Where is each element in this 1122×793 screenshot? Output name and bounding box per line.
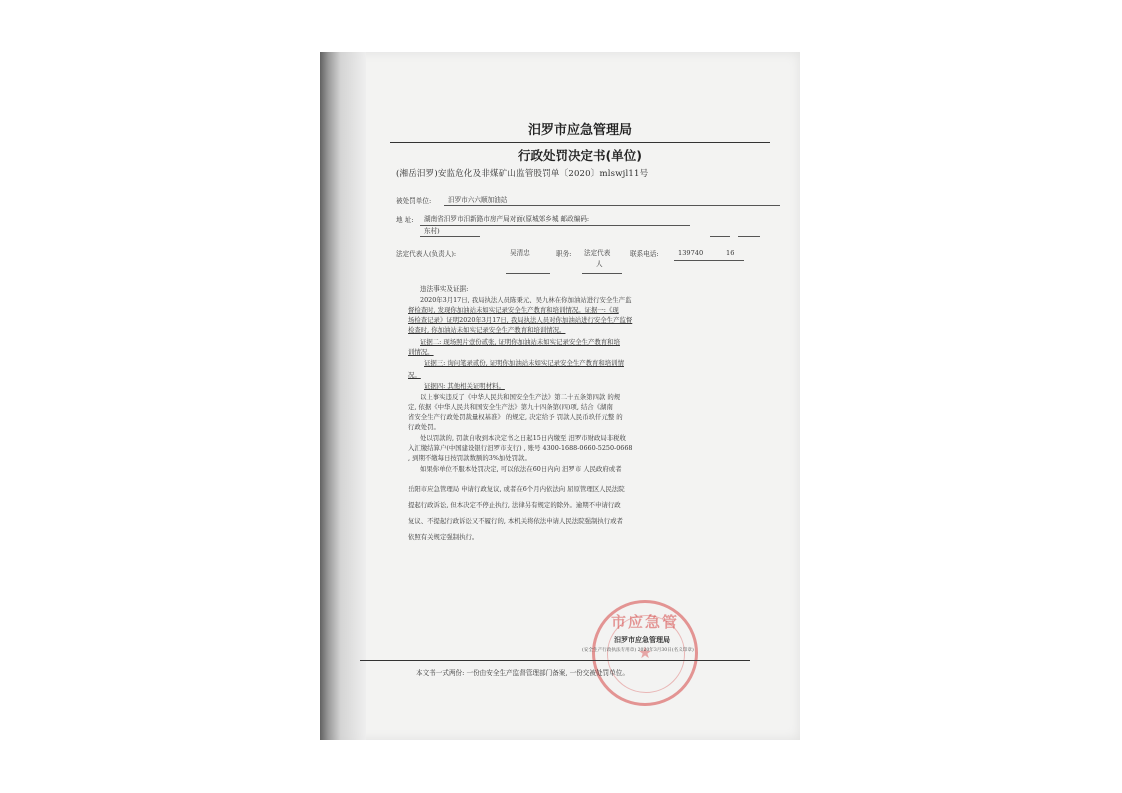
footer-rule — [360, 660, 750, 661]
body-line: , 到期不缴每日按罚款数额的3%加处罚款。 — [408, 454, 531, 462]
body-line: 提起行政诉讼, 但本决定不停止执行, 法律另有规定的除外。逾期不申请行政 — [408, 501, 621, 509]
party-name-underline — [444, 205, 780, 206]
body-line: 岳阳市应急管理局 申请行政复议, 或者在6个月内依法向 屈原管理区人民法院 — [408, 485, 625, 493]
document-page — [360, 52, 800, 740]
phone-value: 139740 — [678, 249, 704, 257]
issuer-heading: 汨罗市应急管理局 — [527, 123, 632, 138]
body-line: 训情况。 — [408, 348, 434, 356]
address-value: 湖南省汨罗市汨新路市房产局对面(原城郊乡城 邮政编码: — [424, 215, 590, 223]
header-rule — [390, 142, 770, 143]
body-line: 证据三: 询问笔录贰份, 证明你加油站未如实记录安全生产教育和培训情 — [424, 359, 624, 367]
party-name-label: 被处罚单位: — [396, 197, 432, 205]
phone-label: 联系电话: — [630, 250, 659, 258]
phone-value-tail: 16 — [726, 249, 735, 257]
issuer-signature: 汨罗市应急管理局 — [614, 635, 670, 644]
seal-text: 市应急管 — [610, 613, 679, 631]
body-line: 行政处罚。 — [408, 423, 440, 431]
body-line: 省安全生产行政处罚裁量权基准》 的规定, 决定给予 罚款人民币玖仟元整 的 — [408, 413, 623, 421]
body-line: 场检查记录》证明2020年3月17日, 我局执法人员对你加油站进行安全生产监督 — [408, 316, 633, 324]
rep-value: 吴清忠 — [510, 249, 530, 257]
address-label: 地 址: — [396, 216, 414, 224]
position-underline — [582, 273, 622, 274]
body-line: 督检查时, 发现你加油站未如实记录安全生产教育和培训情况。证据一:《现 — [408, 306, 619, 314]
document-number: (湘岳汨罗)安监危化及非煤矿山监管股罚单〔2020〕mlswjl11号 — [396, 169, 649, 179]
rep-label: 法定代表人(负责人): — [396, 250, 457, 258]
party-name-value: 汨罗市六六顺加油站 — [448, 196, 508, 204]
address-underline-2 — [420, 236, 480, 237]
body-line: 处以罚款的, 罚款自收到本决定书之日起15日内缴至 汨罗市财政局非税收 — [420, 434, 626, 442]
seal-note: (安全生产行政执法专用章) 2020年3月30日(名义印章) — [582, 648, 694, 653]
body-line: 2020年3月17日, 我局执法人员陈秉元、吴九林在你加油站进行安全生产监 — [420, 296, 632, 304]
address-value-2: 东村) — [424, 227, 440, 235]
document-title: 行政处罚决定书(单位) — [518, 148, 642, 163]
body-line: 复议、不提起行政诉讼又不履行的, 本机关将依法申请人民法院强制执行或者 — [408, 517, 623, 525]
postcode-underline-a — [710, 236, 730, 237]
body-line: 证据四: 其他相关证明材料。 — [424, 382, 505, 390]
body-line: 入汇缴结算户(中国建设银行汨罗市支行) , 账号 4300-1688-0660-5250-0668 — [408, 444, 633, 452]
body-line: 定, 依据《中华人民共和国安全生产法》第九十四条第(四)项, 结合《湖南 — [408, 403, 613, 411]
position-value: 法定代表 — [584, 249, 611, 257]
seal-star-icon: ★ — [637, 643, 653, 662]
body-line: 检查时, 你加油站未如实记录安全生产教育和培训情况。 — [408, 326, 566, 334]
body-line: 依照有关规定强制执行。 — [408, 533, 479, 541]
rep-underline — [506, 273, 550, 274]
body-line: 证据二: 现场照片壹份贰张, 证明你加油站未如实记录安全生产教育和培 — [420, 338, 620, 346]
address-underline — [420, 225, 690, 226]
phone-underline — [674, 260, 744, 261]
body-line: 况。 — [408, 371, 421, 379]
body-line: 如果你单位不服本处罚决定, 可以依法在60日内向 汨罗市 人民政府或者 — [420, 465, 622, 473]
footer-note: 本文书一式两份: 一份由安全生产监督管理部门备案, 一份交被处罚单位。 — [416, 669, 629, 677]
body-line: 以上事实违反了《中华人民共和国安全生产法》第二十五条第四款 的规 — [420, 393, 621, 401]
position-value-2: 人 — [596, 260, 603, 268]
facts-heading: 违法事实及证据: — [420, 285, 469, 293]
scanned-document — [320, 52, 800, 740]
postcode-underline-b — [738, 236, 760, 237]
position-label: 职务: — [556, 250, 572, 258]
